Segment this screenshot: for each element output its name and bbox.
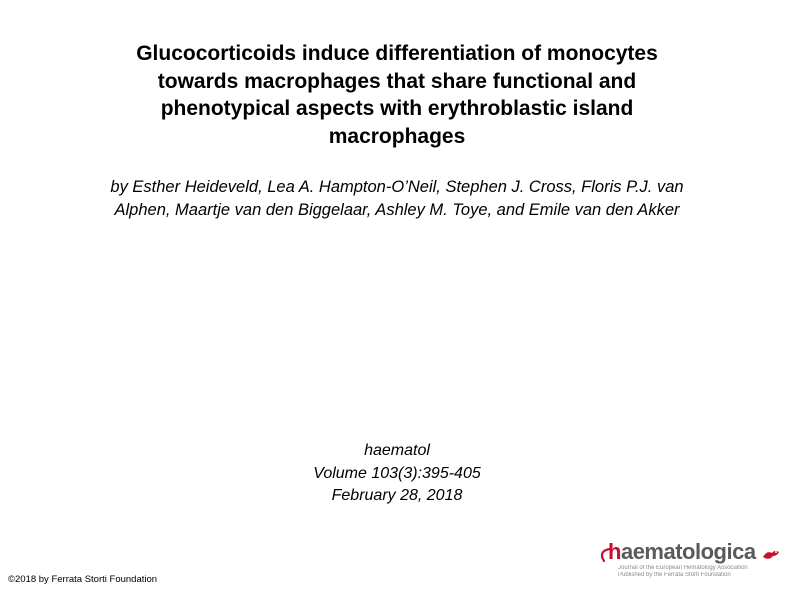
volume-pages: Volume 103(3):395-405 [313,464,481,482]
logo-wordmark [608,538,756,566]
citation-block [197,440,597,508]
title-line: macrophages [328,124,466,148]
haematologica-logo [598,538,788,582]
logo-word-rest: aematologica [620,539,756,564]
presentation-title [60,40,734,150]
journal-name: haematol [364,442,430,459]
logo-subtitle: Journal of the European Hematology Association [618,565,748,571]
title-line: towards macrophages that share functional and [157,69,637,93]
publication-date: February 28, 2018 [331,487,463,504]
author-line: by Esther Heideveld, Lea A. Hampton-O’Neil, Stephen J. Cross, Floris P.J. van [110,178,684,196]
logo-accent-letter: h [608,539,621,564]
title-line: Glucocorticoids induce differentiation of monocytes [136,42,658,65]
logo-subtitle: Published by the Ferrata Storti Foundation [618,572,731,578]
author-line: Alphen, Maartje van den Biggelaar, Ashley M. Toye, and Emile van den Akker [114,201,680,219]
title-line: phenotypical aspects with erythroblastic island [160,97,634,120]
haematologica-logo-mark-icon [761,548,781,562]
author-list [40,176,754,222]
copyright-notice: ©2018 by Ferrata Storti Foundation [8,574,158,585]
